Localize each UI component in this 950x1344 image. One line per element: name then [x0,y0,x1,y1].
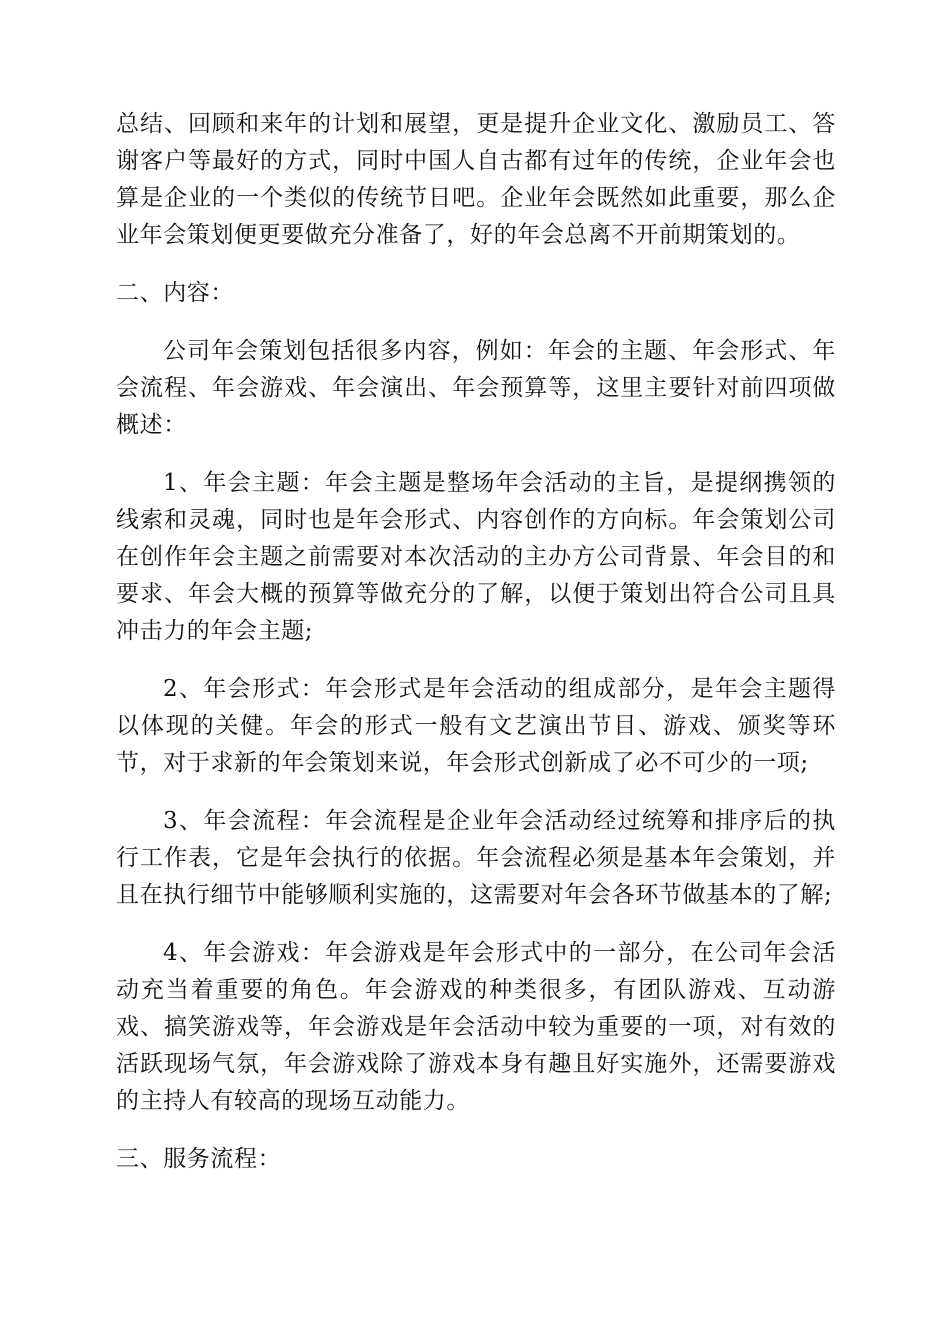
section-heading-content: 二、内容： [116,280,234,306]
section-heading-service: 三、服务流程： [116,1146,282,1172]
intro-paragraph: 总结、回顾和来年的计划和展望，更是提升企业文化、激励员工、答谢客户等最好的方式，同时中国人自古都有过年的传统，企业年会也算是企业的一个类似的传统节日吧。企业年会既然如此重要，那么企业年会策划便更要做充分准备了，好的年会总离不开前期策划的。 [116,111,836,248]
item-form-paragraph: 2、年会形式：年会形式是年会活动的组成部分，是年会主题得以体现的关健。年会的形式一般有文艺演出节目、游戏、颁奖等环节，对于求新的年会策划来说，年会形式创新成了必不可少的一项; [116,676,836,776]
item-process-paragraph: 3、年会流程：年会流程是企业年会活动经过统筹和排序后的执行工作表，它是年会执行的依据。年会流程必须是基本年会策划，并且在执行细节中能够顺利实施的，这需要对年会各环节做基本的了解; [116,808,836,908]
item-games-paragraph: 4、年会游戏：年会游戏是年会形式中的一部分，在公司年会活动充当着重要的角色。年会游戏的种类很多，有团队游戏、互动游戏、搞笑游戏等，年会游戏是年会活动中较为重要的一项，对有效的活跃现场气氛，年会游戏除了游戏本身有趣且好实施外，还需要游戏的主持人有较高的现场互动能力。 [116,940,836,1114]
document-body [116,106,836,1199]
item-theme-paragraph: 1、年会主题：年会主题是整场年会活动的主旨，是提纲携领的线索和灵魂，同时也是年会形式、内容创作的方向标。年会策划公司在创作年会主题之前需要对本次活动的主办方公司背景、年会目的和要求、年会大概的预算等做充分的了解，以便于策划出符合公司且具冲击力的年会主题; [116,470,836,644]
overview-paragraph: 公司年会策划包括很多内容，例如：年会的主题、年会形式、年会流程、年会游戏、年会演出、年会预算等，这里主要针对前四项做概述： [116,338,836,438]
